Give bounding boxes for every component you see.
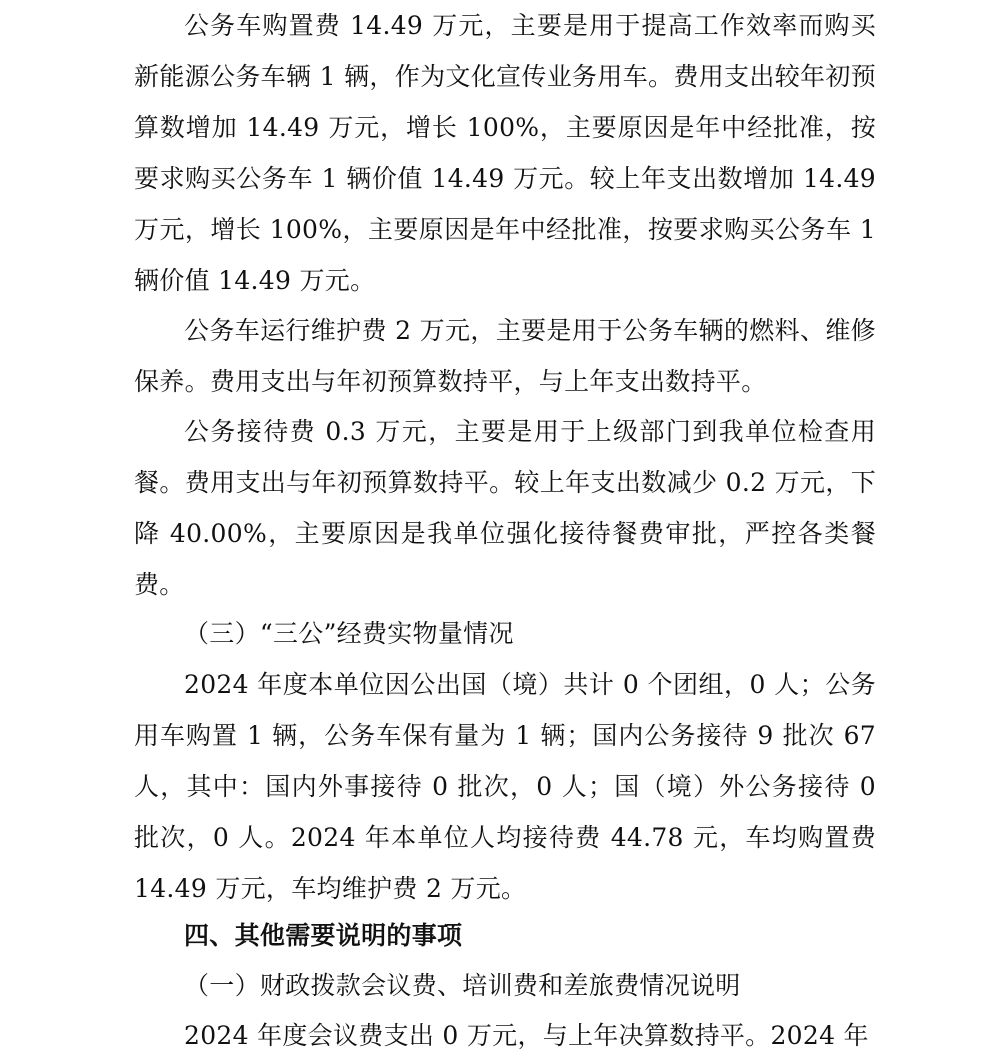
heading-part-four: 四、其他需要说明的事项 <box>184 921 463 950</box>
paragraph-meeting-fee: 2024 年度会议费支出 0 万元，与上年决算数持平。2024 年 <box>184 1021 869 1050</box>
subheading-meeting-training-travel: （一）财政拨款会议费、培训费和差旅费情况说明 <box>184 971 741 1000</box>
paragraph-reception: 公务接待费 0.3 万元，主要是用于上级部门到我单位检查用餐。费用支出与年初预算数持平。较上年支出数减少 0.2 万元，下降 40.00%，主要原因是我单位强化接待餐费审批，严控各类餐费。 <box>134 417 876 599</box>
subheading-three-public-quantity: （三）“三公”经费实物量情况 <box>184 619 514 648</box>
paragraph-physical-quantity: 2024 年度本单位因公出国（境）共计 0 个团组，0 人；公务用车购置 1 辆，公务车保有量为 1 辆；国内公务接待 9 批次 67 人，其中：国内外事接待 0 批次，0 人；国（境）外公务接待 0 批次，0 人。2024 年本单位人均接待费 44.78 元，车均购置费 14.49 万元，车均维护费 2 万元。 <box>134 670 876 903</box>
paragraph-car-maintenance: 公务车运行维护费 2 万元，主要是用于公务车辆的燃料、维修保养。费用支出与年初预算数持平，与上年支出数持平。 <box>134 316 876 396</box>
paragraph-car-purchase: 公务车购置费 14.49 万元，主要是用于提高工作效率而购买新能源公务车辆 1 辆，作为文化宣传业务用车。费用支出较年初预算数增加 14.49 万元，增长 100%，主要原因是年中经批准，按要求购买公务车 1 辆价值 14.49 万元。较上年支出数增加 14.49 万元，增长 100%，主要原因是年中经批准，按要求购买公务车 1 辆价值 14.49 万元。 <box>134 11 876 295</box>
